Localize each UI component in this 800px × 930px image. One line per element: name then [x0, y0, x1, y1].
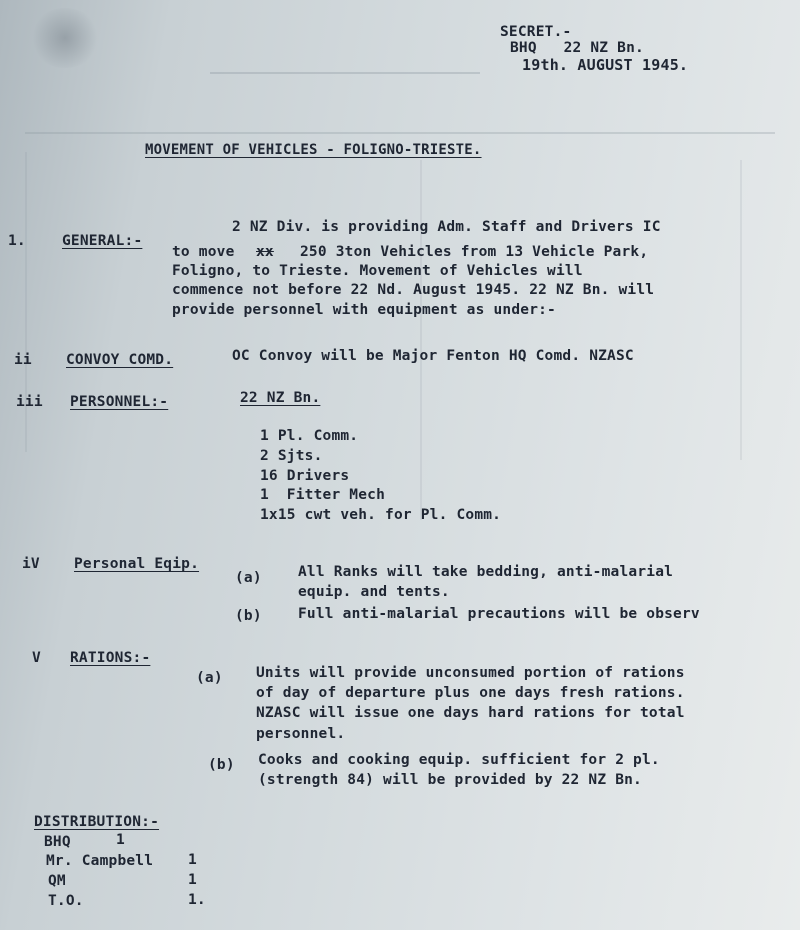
general-line-4: commence not before 22 Nd. August 1945. 22 NZ Bn. will	[172, 282, 655, 298]
general-line-3: Foligno, to Trieste. Movement of Vehicles will	[172, 263, 583, 279]
document-date: 19th. AUGUST 1945.	[522, 56, 689, 74]
rations-a-label: (a)	[196, 670, 223, 686]
general-struck-text: xx	[256, 244, 274, 260]
equip-number: iV	[22, 556, 40, 572]
personnel-item: 2 Sjts.	[260, 448, 323, 464]
rations-b-line-1: Cooks and cooking equip. sufficient for 2 pl.	[258, 752, 660, 768]
rations-a-line-3: NZASC will issue one days hard rations for total	[256, 705, 685, 721]
general-line-1: 2 NZ Div. is providing Adm. Staff and Drivers IC	[232, 219, 661, 235]
rations-b-label: (b)	[208, 757, 235, 773]
equip-a-line-1: All Ranks will take bedding, anti-malarial	[298, 564, 674, 580]
general-heading: GENERAL:-	[62, 233, 143, 249]
personnel-item: 16 Drivers	[260, 468, 350, 484]
equip-b-label: (b)	[235, 608, 262, 624]
rations-number: V	[32, 650, 41, 666]
personnel-item: 1 Fitter Mech	[260, 487, 386, 503]
distribution-count: 1	[188, 872, 197, 888]
equip-a-line-2: equip. and tents.	[298, 584, 450, 600]
personnel-item: 1 Pl. Comm.	[260, 428, 359, 444]
rations-a-line-1: Units will provide unconsumed portion of rations	[256, 665, 685, 681]
personnel-number: iii	[16, 394, 43, 410]
thumbprint-smudge	[30, 8, 100, 68]
unit-line: BHQ 22 NZ Bn.	[510, 40, 644, 56]
equip-a-label: (a)	[235, 570, 262, 586]
rations-a-line-4: personnel.	[256, 726, 346, 742]
rations-b-line-2: (strength 84) will be provided by 22 NZ Bn.	[258, 772, 642, 788]
personnel-heading: PERSONNEL:-	[70, 394, 169, 410]
distribution-heading: DISTRIBUTION:-	[34, 814, 160, 830]
distribution-name: BHQ	[44, 834, 71, 850]
personnel-unit: 22 NZ Bn.	[240, 390, 321, 406]
general-line-2b: 250 3ton Vehicles from 13 Vehicle Park,	[300, 244, 649, 260]
convoy-number: ii	[14, 352, 32, 368]
general-line-5: provide personnel with equipment as under:-	[172, 302, 556, 318]
equip-heading: Personal Eqip.	[74, 556, 200, 572]
general-line-2a: to move	[172, 244, 235, 260]
distribution-name: Mr. Campbell	[46, 853, 154, 869]
document-title: MOVEMENT OF VEHICLES - FOLIGNO-TRIESTE.	[145, 142, 482, 158]
general-number: 1.	[8, 233, 26, 249]
equip-b-text: Full anti-malarial precautions will be observ	[298, 606, 700, 622]
personnel-item: 1x15 cwt veh. for Pl. Comm.	[260, 507, 502, 523]
distribution-name: QM	[48, 873, 66, 889]
distribution-count: 1	[116, 832, 125, 848]
distribution-count: 1	[188, 852, 197, 868]
distribution-name: T.O.	[48, 893, 84, 909]
convoy-heading: CONVOY COMD.	[66, 352, 174, 368]
rations-a-line-2: of day of departure plus one days fresh rations.	[256, 685, 685, 701]
rations-heading: RATIONS:-	[70, 650, 151, 666]
convoy-text: OC Convoy will be Major Fenton HQ Comd. NZASC	[232, 348, 634, 364]
classification-label: SECRET.-	[500, 24, 572, 40]
distribution-count: 1.	[188, 892, 206, 908]
